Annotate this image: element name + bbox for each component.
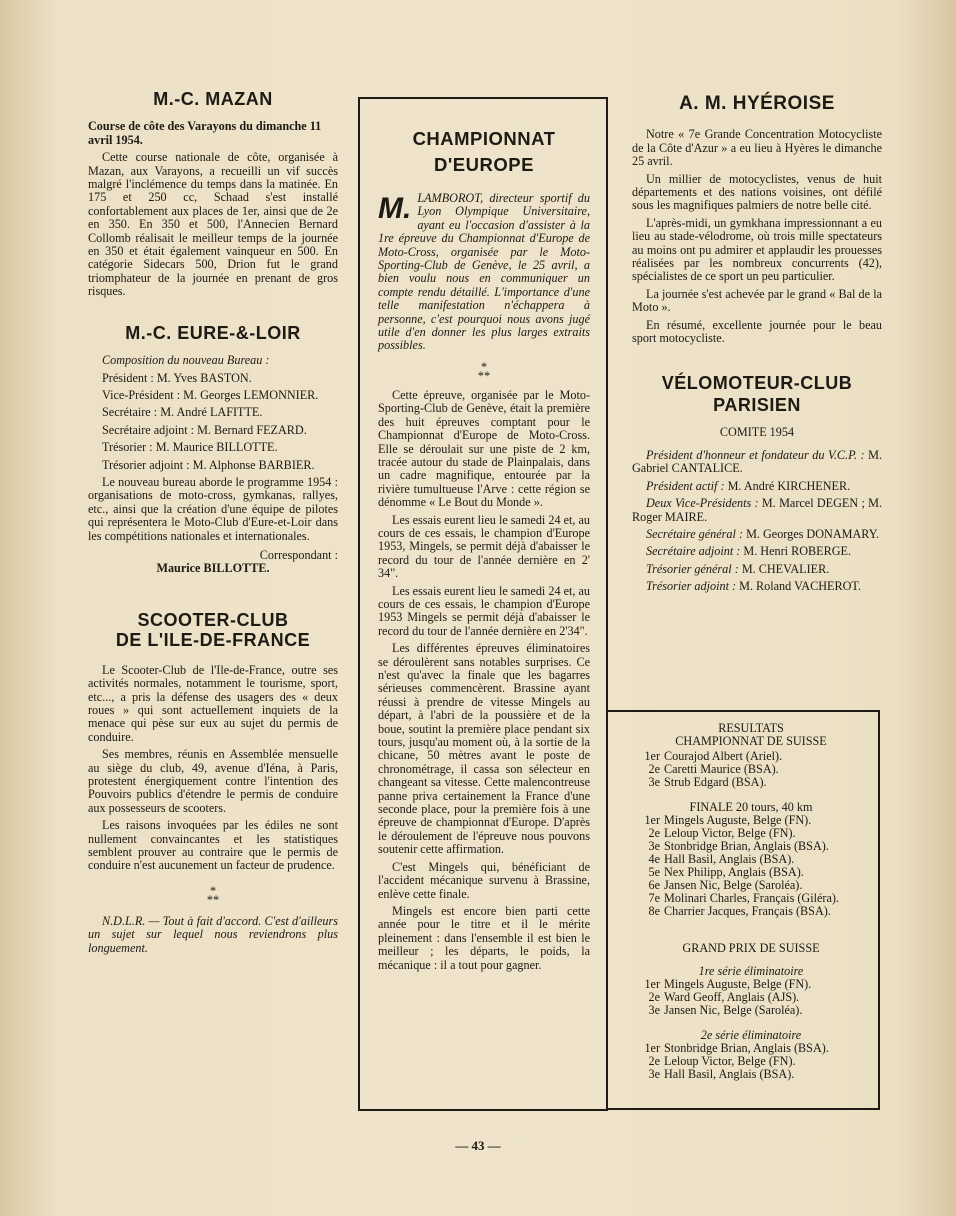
vcp-role-line — [632, 480, 882, 493]
championnat-p3: Les essais eurent lieu le samedi 24 et, au cours de ces essais, le champion d'Europe 1953 Mingels se permit déjà d'abaisser le record du tour de l'année dernière en 2'34". — [378, 583, 590, 638]
drop-cap: M. — [378, 192, 412, 225]
mazan-body: Cette course nationale de côte, organisée à Mazan, aux Varayons, a recueilli un vif succès malgré l'inclémence du temps dans la matinée. En 175 et 250 cc, Schaad s'est installé confortablement aux places de 1er, ainsi que de 2e en 350. En 350 et 500, l'Annecien Bernard Collomb réalisait le meilleur temps de la journée en 350 et était également vainqueur en 500. En catégorie Sidecars 500, Drion fut le grand triomphateur de la journée en prenant de gros risques. — [88, 150, 338, 299]
eure-correspondent-label: Correspondant : — [259, 547, 338, 562]
result-row: 2e Ward Geoff, Anglais (AJS). — [648, 990, 800, 1004]
vcp-name: M. Marcel DEGEN ; M. Roger MAIRE. — [632, 496, 883, 524]
result-row: 1er Courajod Albert (Ariel). — [644, 749, 783, 763]
vcp-role: Trésorier adjoint : — [646, 579, 737, 594]
serie2-title: 2e série éliminatoire — [700, 1028, 802, 1042]
vcp-role: Trésorier général : — [646, 561, 739, 576]
result-row: 5e Nex Philipp, Anglais (BSA). — [648, 865, 804, 879]
vcp-role: Secrétaire adjoint : — [646, 544, 741, 559]
mazan-subtitle: Course de côte des Varayons du dimanche 11 avril 1954. — [88, 119, 322, 147]
vcp-name: M. Henri ROBERGE. — [743, 544, 852, 559]
hyeroise-p2: Un millier de motocyclistes, venus de huit départements et des nations voisines, ont défilé sous les magnifiques palmiers de notre belle cité. — [632, 171, 882, 213]
hyeroise-p1: Notre « 7e Grande Concentration Motocycliste de la Côte d'Azur » a eu lieu à Hyères le dimanche 25 avril. — [632, 127, 882, 169]
center-column — [378, 126, 590, 976]
championnat-p6: Mingels est encore bien parti cette année pour le titre et il le mérite pleinement : dans l'ensemble il est bien le meilleur ; les départs, le poids, la mécanique : il a tout pour gagner. — [378, 903, 590, 972]
championnat-p5: C'est Mingels qui, bénéficiant de l'accident mécanique survenu à Brassine, enlève cette finale. — [378, 859, 590, 901]
hyeroise-p3: L'après-midi, un gymkhana impressionnant a eu lieu au stade-vélodrome, où trois mille spectateurs au moins ont pu admirer et applaudir les prouesses réalisées par les nombreux concurrents (42), spécialistes de ce sport un peu particulier. — [632, 215, 882, 284]
vcp-role: Président d'honneur et fondateur du V.C.P. : — [646, 447, 865, 462]
championnat-p2: Les essais eurent lieu le samedi 24 et, au cours de ces essais, le champion d'Europe 1953, Mingels, se permit déjà d'abaisser le record du tour de l'année dernière en 2' 34". — [378, 512, 590, 581]
scooter-p3: Les raisons invoquées par les édiles ne sont nullement convaincantes et les statistiques semblent prouver au contraire que le permis de conduire n'est aucunement un facteur de prudence. — [88, 818, 338, 873]
vcp-role: Deux Vice-Présidents : — [646, 496, 759, 511]
eure-heading: Composition du nouveau Bureau : — [102, 353, 270, 368]
vcp-title — [632, 372, 882, 416]
vcp-role: Secrétaire général : — [646, 526, 744, 541]
result-row: 3e Jansen Nic, Belge (Saroléa). — [648, 1003, 803, 1017]
vcp-title-line2: PARISIEN — [713, 394, 801, 415]
scooter-title-line1: SCOOTER-CLUB — [137, 609, 289, 630]
eure-body: Le nouveau bureau aborde le programme 1954 : organisations de moto-cross, gymkanas, rallyes, etc., ainsi que la création d'une équipe de pilotes qui représentera le Moto-Club d'Eure-et-Loir dans les compétitions nationales et internationales. — [88, 474, 338, 543]
right-column — [632, 93, 883, 598]
eure-line: Secrétaire : M. André LAFITTE. — [102, 405, 263, 420]
scooter-title-line2: DE L'ILE-DE-FRANCE — [115, 629, 311, 650]
gp-title: GRAND PRIX DE SUISSE — [682, 941, 820, 955]
eure-line: Vice-Président : M. Georges LEMONNIER. — [102, 387, 319, 402]
result-row: 2e Leloup Victor, Belge (FN). — [648, 826, 796, 840]
result-row: 3e Hall Basil, Anglais (BSA). — [648, 1067, 795, 1081]
championnat-stars: * ** — [477, 359, 491, 383]
result-row: 3e Strub Edgard (BSA). — [648, 775, 767, 789]
vcp-name: M. Roland VACHEROT. — [739, 579, 861, 594]
mazan-title: M.-C. MAZAN — [153, 89, 273, 109]
hyeroise-p4: La journée s'est achevée par le grand « Bal de la Moto ». — [632, 286, 882, 315]
championnat-title-line1: CHAMPIONNAT — [412, 128, 556, 149]
vcp-role-line — [632, 497, 882, 524]
scooter-stars: * ** — [206, 883, 220, 907]
result-row: 1er Stonbridge Brian, Anglais (BSA). — [644, 1041, 829, 1055]
vcp-role-line — [632, 563, 882, 576]
result-row: 6e Jansen Nic, Belge (Saroléa). — [648, 878, 803, 892]
result-row: 4e Hall Basil, Anglais (BSA). — [648, 852, 795, 866]
results-title2: CHAMPIONNAT DE SUISSE — [675, 734, 827, 748]
page-number: — 43 — — [455, 1138, 501, 1153]
championnat-p1: Cette épreuve, organisée par le Moto-Sporting-Club de Genève, était la première des huit épreuves comptant pour le Championnat d'Europe de Moto-Cross. Elle se déroulait sur une piste de 2 km, tracée autour du stade de Plainpalais, dans un cadre magnifique, entourée par la rivière tumultueuse l'Arve : cette région se dénomme « Le Bout du Monde ». — [378, 387, 590, 510]
result-row: 2e Caretti Maurice (BSA). — [648, 762, 779, 776]
vcp-role-line — [632, 528, 882, 541]
eure-correspondent-name: Maurice BILLOTTE. — [156, 561, 270, 576]
scooter-p1: Le Scooter-Club de l'Ile-de-France, outre ses activités normales, notamment le tourisme, sport, etc..., a pris la défense des usagers des « deux roues » qui sont actuellement inquiets de la menace qui pèse sur eux au sujet du permis de conduire. — [88, 662, 338, 744]
championnat-title-line2: D'EUROPE — [434, 154, 534, 175]
vcp-name: M. CHEVALIER. — [741, 561, 830, 576]
result-row: 7e Molinari Charles, Français (Giléra). — [648, 891, 839, 905]
vcp-title-line1: VÉLOMOTEUR-CLUB — [661, 372, 853, 393]
serie1-title: 1re série éliminatoire — [698, 964, 804, 978]
championnat-p4: Les différentes épreuves éliminatoires se déroulèrent sans notables surprises. Ce n'est qu'avec la finale que les bagarres sérieuses commencèrent. Brassine ayant réussi à prendre de vitesse Mingels au départ, à l'abri de la poussière et de la boue, soutint la première place pendant six tours, jusqu'au moment où, à la sortie de la chicane, 50 mètres avant le poste de chronométrage, il cassa son sélecteur en changeant sa vitesse. Cette malencontreuse panne priva certainement la France d'une seconde place, pour la première fois à une épreuve de championnat d'Europe. D'après le déroulement de l'épreuve nous pouvons soutenir cette affirmation. — [378, 641, 590, 857]
result-row: 1er Mingels Auguste, Belge (FN). — [644, 813, 812, 827]
hyeroise-title: A. M. HYÉROISE — [679, 93, 835, 114]
vcp-comite: COMITE 1954 — [719, 424, 795, 439]
vcp-role-line — [632, 580, 882, 593]
results-title1: RESULTATS — [718, 721, 784, 735]
eure-line: Trésorier : M. Maurice BILLOTTE. — [102, 440, 278, 455]
finale-title: FINALE 20 tours, 40 km — [689, 800, 813, 814]
hyeroise-p5: En résumé, excellente journée pour le beau sport motocycliste. — [632, 317, 882, 346]
result-row: 8e Charrier Jacques, Français (BSA). — [648, 904, 831, 918]
eure-line: Président : M. Yves BASTON. — [102, 370, 252, 385]
left-column — [88, 89, 338, 959]
scooter-title — [88, 610, 338, 650]
result-row: 1er Mingels Auguste, Belge (FN). — [644, 977, 812, 991]
eure-line: Trésorier adjoint : M. Alphonse BARBIER. — [102, 457, 315, 472]
vcp-role-line — [632, 449, 882, 476]
championnat-intro-text: LAMBOROT, directeur sportif du Lyon Olympique Universitaire, ayant eu l'occasion d'assister à la 1re épreuve du Championnat d'Europe de Moto-Cross, organisée par le Moto-Sporting-Club de Genève, le 25 avril, a bien voulu nous en communiquer un compte rendu détaillé. L'importance d'une telle manifestation n'échappera à personne, c'est pourquoi nous avons jugé utile d'en donner les plus larges extraits possibles. — [378, 191, 590, 353]
eure-title: M.-C. EURE-&-LOIR — [125, 322, 301, 343]
vcp-role: Président actif : — [646, 478, 725, 493]
scooter-p2: Ses membres, réunis en Assemblée mensuelle au siège du club, 49, avenue d'Iéna, à Paris, protestent énergiquement contre l'intention des Pouvoirs publics d'étendre le permis de conduire aux possesseurs de scooters. — [88, 747, 338, 815]
scooter-ndlr: N.D.L.R. — Tout à fait d'accord. C'est d'ailleurs un sujet sur lequel nous reviendrons plus longuement. — [88, 913, 338, 955]
eure-line: Secrétaire adjoint : M. Bernard FEZARD. — [102, 422, 307, 437]
championnat-intro — [378, 192, 590, 353]
vcp-name: M. André KIRCHENER. — [727, 478, 851, 493]
result-row: 2e Leloup Victor, Belge (FN). — [648, 1054, 796, 1068]
vcp-name: M. Gabriel CANTALICE. — [632, 447, 883, 476]
results-column — [640, 722, 862, 1081]
championnat-title — [378, 126, 590, 178]
result-row: 3e Stonbridge Brian, Anglais (BSA). — [648, 839, 829, 853]
vcp-role-line — [632, 545, 882, 558]
vcp-name: M. Georges DONAMARY. — [746, 526, 880, 541]
